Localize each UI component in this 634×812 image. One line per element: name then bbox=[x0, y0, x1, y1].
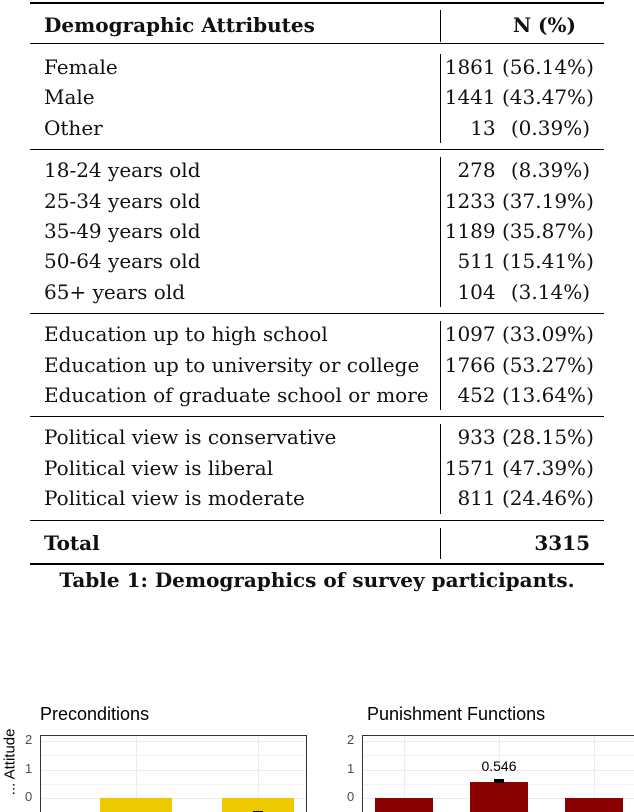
row-label: Political view is conservative bbox=[44, 425, 337, 450]
row-label: Political view is moderate bbox=[44, 486, 305, 511]
table-row bbox=[44, 113, 590, 143]
row-percent: (24.46%) bbox=[502, 486, 594, 511]
table-row bbox=[44, 82, 594, 112]
row-value bbox=[444, 350, 594, 380]
row-label: 25-34 years old bbox=[44, 188, 201, 213]
table-header bbox=[44, 10, 590, 40]
row-value bbox=[444, 216, 594, 246]
row-value bbox=[457, 155, 590, 185]
table-row bbox=[44, 155, 590, 185]
total-row bbox=[44, 528, 590, 558]
row-value bbox=[457, 483, 594, 513]
table-row bbox=[44, 277, 590, 307]
row-label: 35-49 years old bbox=[44, 219, 201, 243]
row-count: 1861 bbox=[444, 55, 496, 79]
table-row bbox=[44, 422, 594, 452]
row-label: Education up to university or college bbox=[44, 352, 420, 377]
row-count: 104 bbox=[457, 279, 496, 304]
row-value bbox=[444, 82, 594, 112]
y-tick-label: 2 bbox=[347, 732, 355, 747]
row-value bbox=[457, 277, 590, 307]
plot-area bbox=[40, 735, 307, 812]
error-bar bbox=[494, 779, 504, 783]
row-percent: (13.64%) bbox=[502, 383, 594, 407]
row-percent: (47.39%) bbox=[502, 455, 594, 480]
y-tick-label: 1 bbox=[347, 760, 355, 776]
group-rule bbox=[30, 313, 604, 314]
table-top-rule bbox=[30, 2, 604, 4]
row-count: 511 bbox=[457, 249, 496, 274]
bar bbox=[222, 798, 294, 812]
data-label: 0.546 bbox=[481, 758, 517, 775]
row-value bbox=[470, 113, 590, 143]
plot-area bbox=[362, 735, 634, 812]
table-row bbox=[44, 319, 594, 349]
row-label: Other bbox=[44, 115, 103, 140]
row-count: 1233 bbox=[444, 188, 496, 213]
column-divider bbox=[440, 54, 441, 143]
row-label: 18-24 years old bbox=[44, 158, 201, 183]
group-rule bbox=[30, 149, 604, 150]
gridline bbox=[41, 784, 306, 785]
table-row bbox=[44, 453, 594, 483]
table-row bbox=[44, 216, 594, 246]
row-percent: (33.09%) bbox=[502, 322, 594, 347]
table-row bbox=[44, 246, 594, 276]
row-percent: (28.15%) bbox=[502, 425, 594, 450]
row-percent: (8.39%) bbox=[510, 158, 590, 183]
row-value bbox=[444, 186, 594, 216]
table-row bbox=[44, 52, 594, 82]
y-axis-label: ... Attitude bbox=[1, 728, 19, 796]
row-percent: (35.87%) bbox=[502, 219, 594, 243]
row-count: 13 bbox=[470, 115, 496, 140]
y-tick-label: 2 bbox=[25, 732, 33, 747]
row-label: Education up to high school bbox=[44, 322, 328, 347]
header-attributes: Demographic Attributes bbox=[44, 13, 315, 37]
row-value bbox=[457, 380, 594, 410]
bar bbox=[375, 798, 433, 812]
row-percent: (56.14%) bbox=[502, 55, 594, 79]
row-value bbox=[457, 246, 594, 276]
row-label: 50-64 years old bbox=[44, 249, 201, 274]
row-count: 1189 bbox=[444, 219, 496, 243]
y-tick-label: 1 bbox=[25, 760, 33, 776]
row-percent: (37.19%) bbox=[502, 188, 594, 213]
column-divider bbox=[440, 157, 441, 307]
column-divider bbox=[440, 424, 441, 513]
bar bbox=[470, 782, 528, 812]
bar bbox=[100, 798, 172, 812]
table-row bbox=[44, 380, 594, 410]
table-row bbox=[44, 483, 594, 513]
row-count: 278 bbox=[457, 158, 496, 183]
row-percent: (15.41%) bbox=[502, 249, 594, 274]
row-count: 933 bbox=[457, 425, 496, 450]
chart-title: Preconditions bbox=[40, 704, 150, 724]
row-count: 1097 bbox=[444, 322, 496, 347]
group-rule bbox=[30, 416, 604, 417]
row-count: 452 bbox=[457, 383, 496, 407]
total-value: 3315 bbox=[534, 531, 590, 555]
gridline bbox=[41, 741, 306, 742]
row-count: 1571 bbox=[444, 455, 496, 480]
column-divider bbox=[440, 321, 441, 410]
row-label: Political view is liberal bbox=[44, 455, 274, 480]
row-percent: (53.27%) bbox=[502, 352, 594, 377]
column-divider bbox=[440, 10, 441, 42]
gridline bbox=[41, 755, 306, 756]
row-value bbox=[457, 422, 594, 452]
row-label: Education of graduate school or more bbox=[44, 383, 429, 407]
gridline bbox=[41, 770, 306, 771]
y-tick-label: 0 bbox=[347, 789, 355, 804]
column-divider bbox=[440, 528, 441, 559]
row-value bbox=[444, 453, 594, 483]
row-label: Male bbox=[44, 85, 95, 110]
row-percent: (43.47%) bbox=[502, 85, 594, 110]
row-value bbox=[444, 319, 594, 349]
table-bottom-rule bbox=[30, 563, 604, 565]
total-label: Total bbox=[44, 531, 100, 555]
row-label: Female bbox=[44, 55, 118, 79]
row-value bbox=[444, 52, 594, 82]
bar bbox=[565, 798, 623, 812]
row-count: 811 bbox=[457, 486, 496, 511]
header-n: N (%) bbox=[512, 13, 576, 37]
row-percent: (0.39%) bbox=[510, 115, 590, 140]
row-label: 65+ years old bbox=[44, 279, 186, 304]
header-rule bbox=[30, 43, 604, 44]
y-tick-label: 0 bbox=[25, 789, 33, 804]
row-percent: (3.14%) bbox=[510, 279, 590, 304]
row-count: 1766 bbox=[444, 352, 496, 377]
row-count: 1441 bbox=[444, 85, 496, 110]
group-rule bbox=[30, 520, 604, 521]
chart-title: Punishment Functions bbox=[367, 704, 546, 724]
table-caption: Table 1: Demographics of survey participants. bbox=[59, 568, 575, 592]
table-row bbox=[44, 186, 594, 216]
table-row bbox=[44, 350, 594, 380]
